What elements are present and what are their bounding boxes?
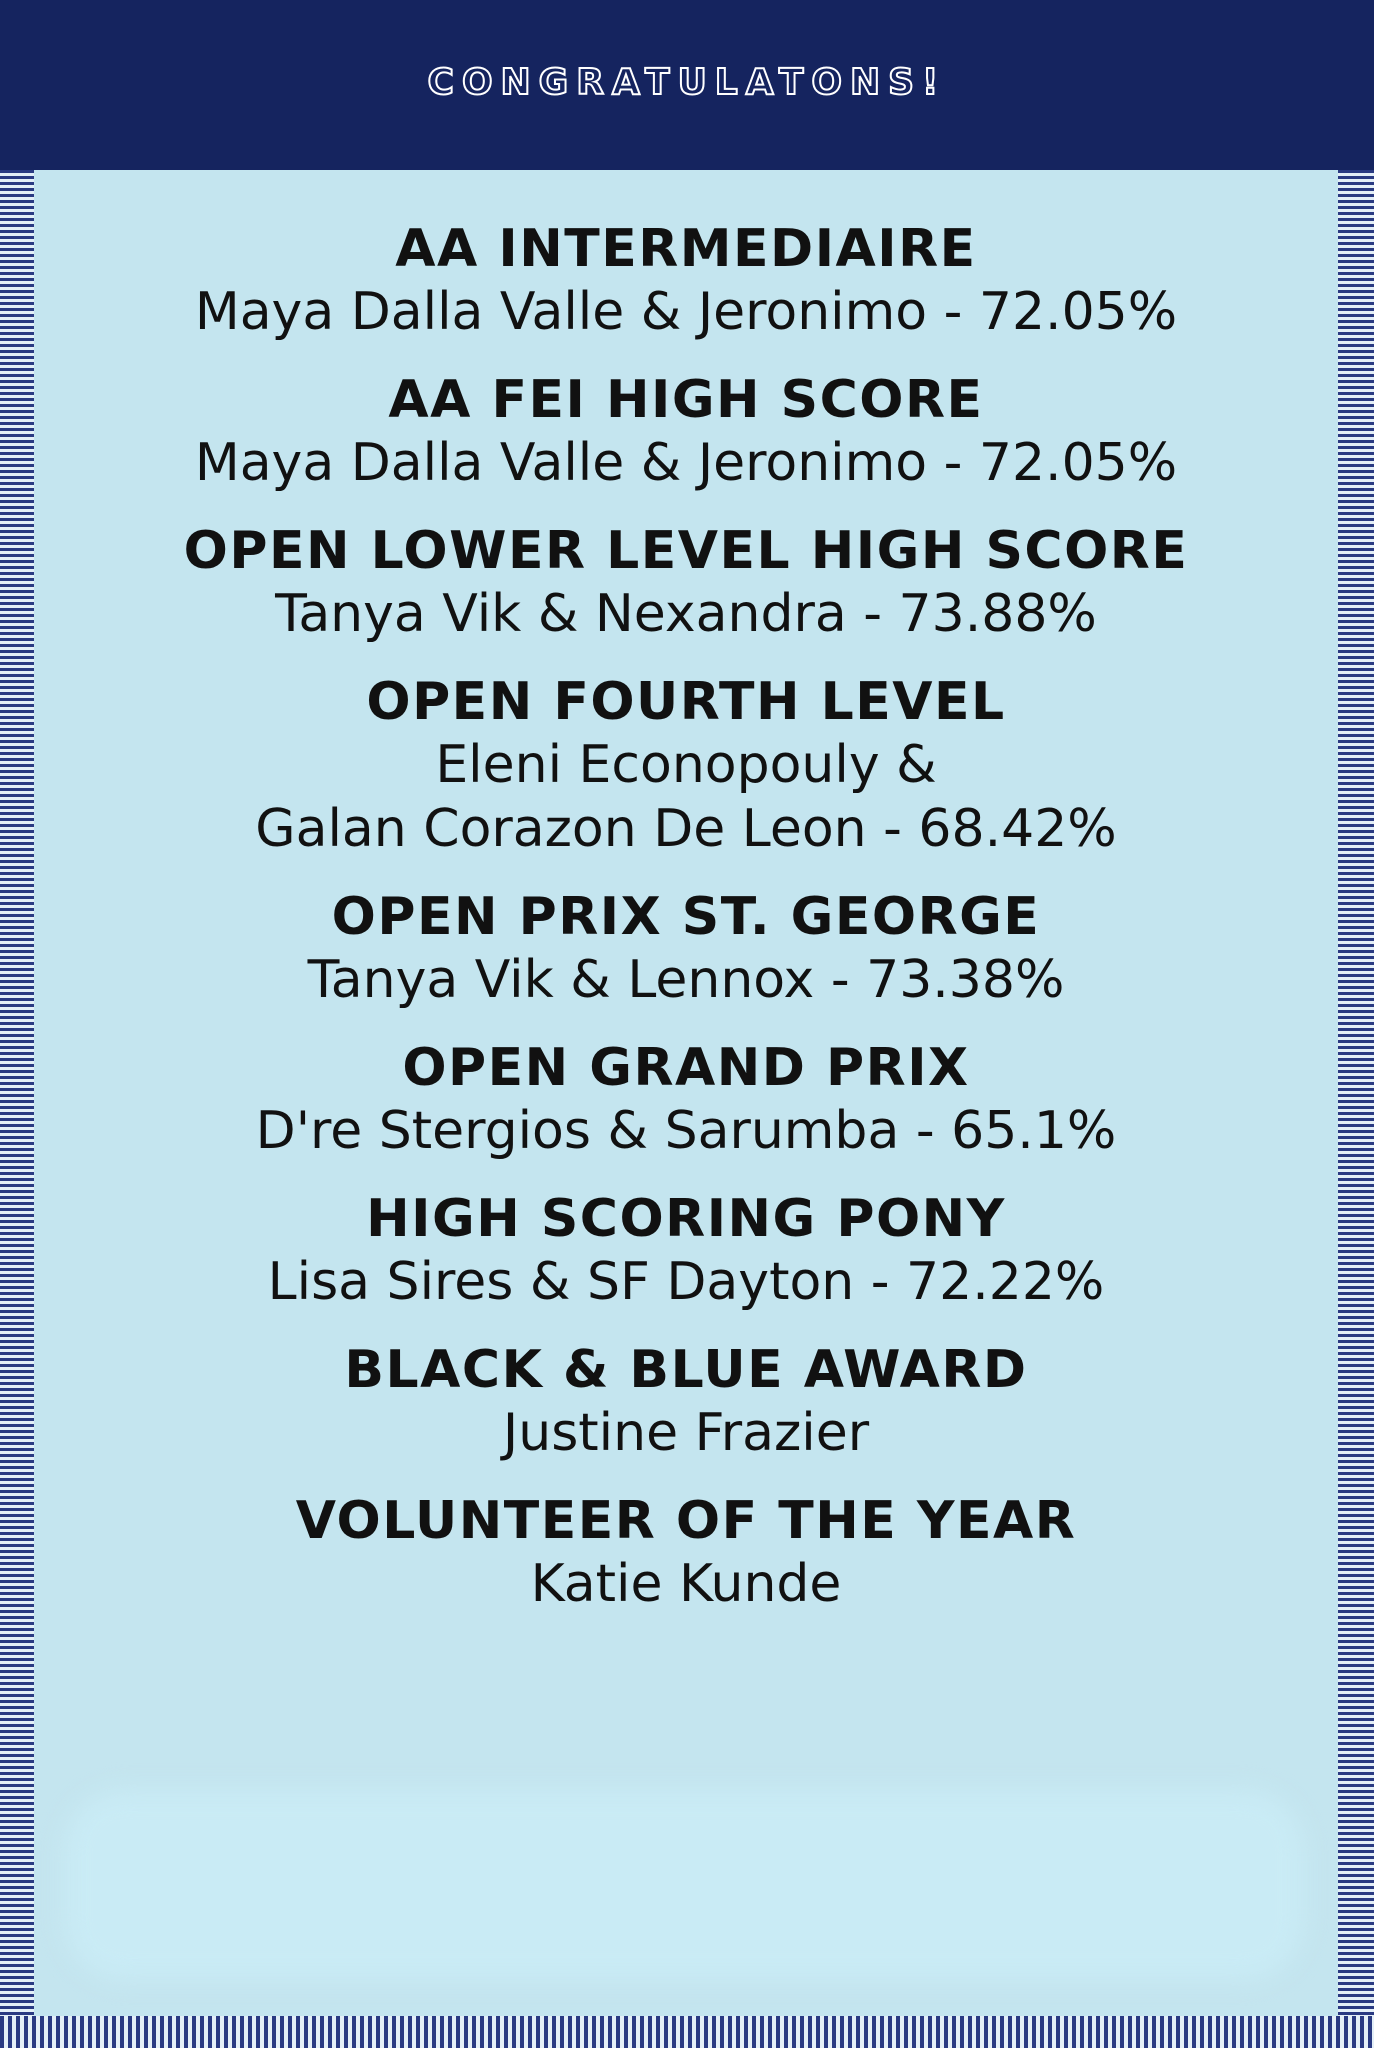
award-title: AA FEI HIGH SCORE [388, 370, 984, 430]
banner-title: CONGRATULATONS! [427, 62, 947, 103]
award-winner: D're Stergios & Sarumba - 65.1% [255, 1101, 1117, 1161]
award-aa-fei-high-score [34, 369, 1338, 495]
award-title: VOLUNTEER OF THE YEAR [295, 1491, 1077, 1551]
award-winner: Lisa Sires & SF Dayton - 72.22% [267, 1252, 1105, 1312]
awards-panel [34, 170, 1338, 2016]
award-title: AA INTERMEDIAIRE [395, 219, 977, 279]
award-title: OPEN PRIX ST. GEORGE [331, 887, 1041, 947]
bottom-striped-border [0, 2016, 1374, 2048]
award-title: BLACK & BLUE AWARD [344, 1340, 1028, 1400]
left-striped-border [0, 170, 34, 2048]
award-title: HIGH SCORING PONY [366, 1189, 1006, 1249]
award-open-prix-st-george [34, 886, 1338, 1012]
award-winner: Tanya Vik & Nexandra - 73.88% [275, 584, 1097, 644]
award-aa-intermediaire [34, 218, 1338, 344]
award-winner: Eleni Econopouly & [435, 735, 937, 795]
award-winner: Katie Kunde [530, 1554, 842, 1614]
award-high-scoring-pony [34, 1188, 1338, 1314]
award-title: OPEN GRAND PRIX [402, 1038, 970, 1098]
award-open-lower-level-high-score [34, 520, 1338, 646]
header-banner [0, 0, 1374, 170]
award-title: OPEN LOWER LEVEL HIGH SCORE [183, 521, 1189, 581]
award-winner: Justine Frazier [502, 1403, 870, 1463]
award-winner: Galan Corazon De Leon - 68.42% [255, 799, 1117, 859]
award-open-grand-prix [34, 1037, 1338, 1163]
award-open-fourth-level [34, 671, 1338, 861]
award-black-and-blue [34, 1339, 1338, 1465]
decorative-glow [64, 1790, 1304, 1980]
award-winner: Tanya Vik & Lennox - 73.38% [307, 950, 1065, 1010]
award-volunteer-of-the-year [34, 1490, 1338, 1616]
awards-list [34, 218, 1338, 1641]
right-striped-border [1338, 170, 1374, 2048]
award-winner: Maya Dalla Valle & Jeronimo - 72.05% [194, 433, 1178, 493]
award-winner: Maya Dalla Valle & Jeronimo - 72.05% [194, 282, 1178, 342]
award-title: OPEN FOURTH LEVEL [366, 672, 1006, 732]
